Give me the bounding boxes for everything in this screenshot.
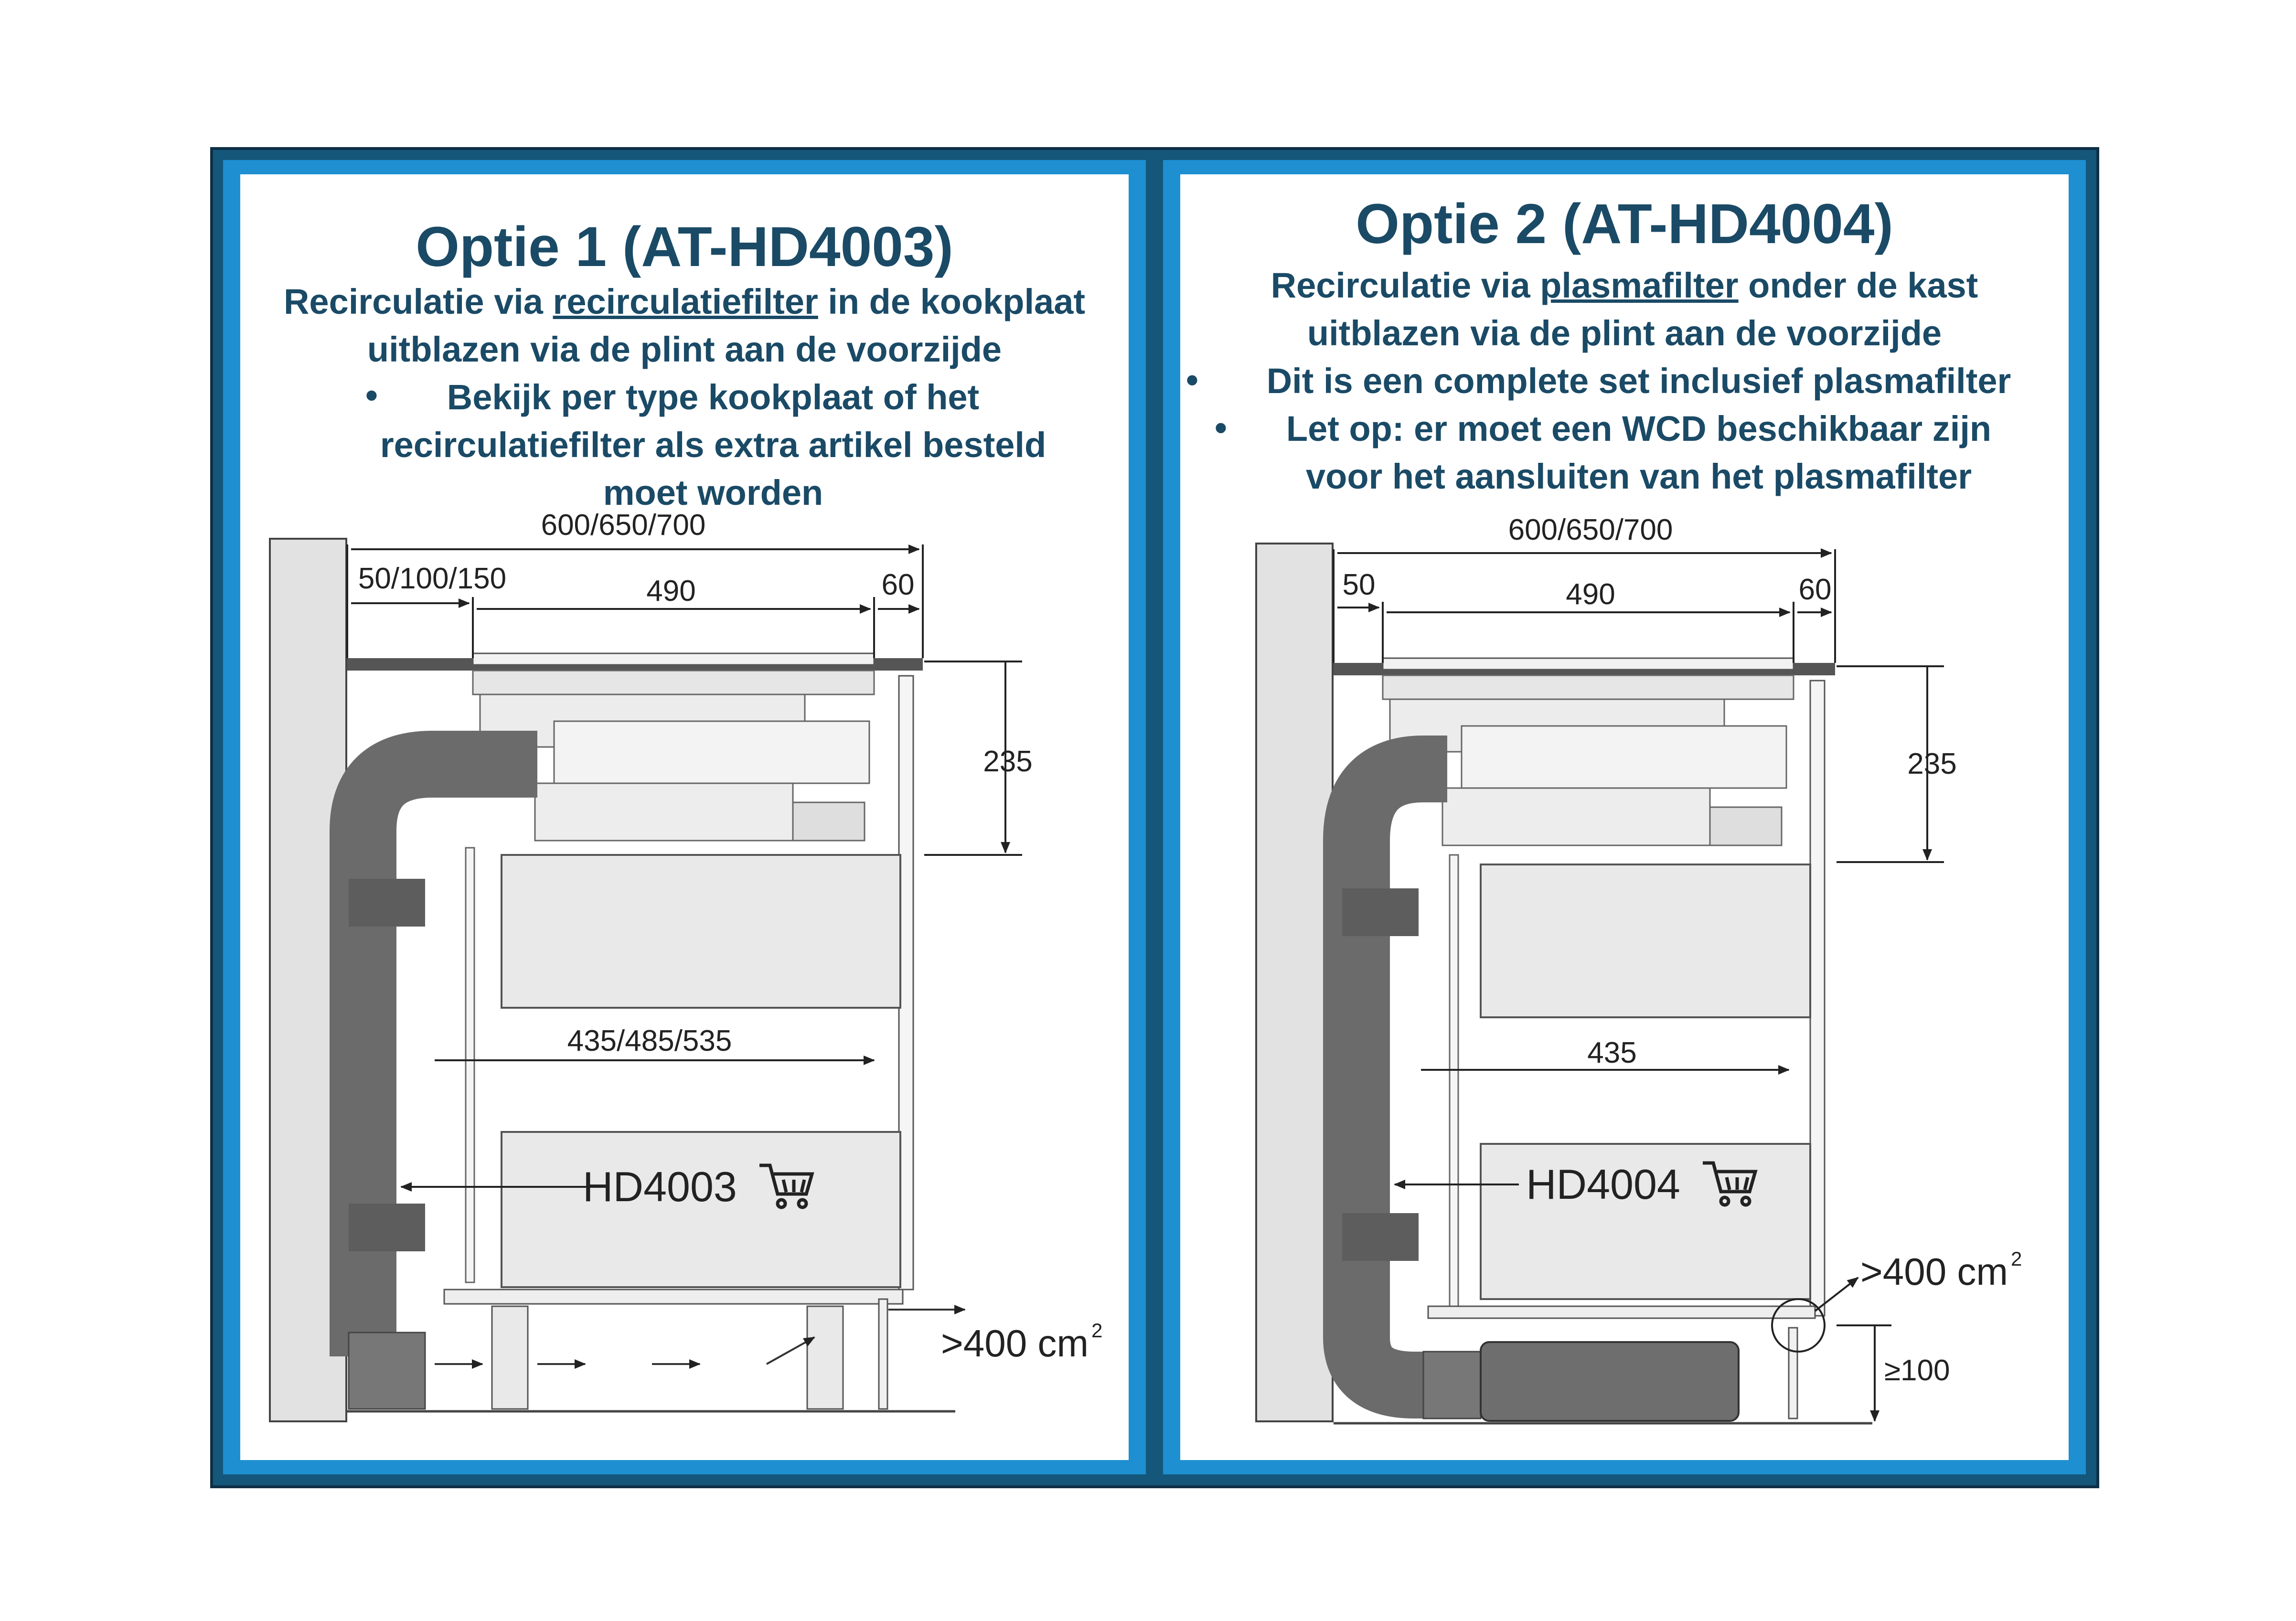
opening-label: >400 cm: [941, 1322, 1089, 1365]
dim-total-width-label: 600/650/700: [541, 509, 706, 542]
product-label-hd4003: HD4003: [583, 1163, 737, 1210]
option-1-line-1: Recirculatie via recirculatiefilter in de kookplaat: [283, 282, 1086, 321]
leg-1: [492, 1306, 528, 1409]
option-2-line-2: uitblazen via de plint aan de voorzijde: [1307, 313, 1942, 353]
opening-label: >400 cm: [1860, 1250, 2008, 1293]
option-2-bullet-2-line-2: voor het aansluiten van het plasmafilter: [1305, 457, 1972, 496]
dim-plinth-height-label: ≥100: [1884, 1354, 1950, 1387]
dim-total-width-label: 600/650/700: [1508, 513, 1673, 546]
opening-superscript: 2: [1091, 1319, 1103, 1342]
option-1-bullet-1-line-2: recirculatiefilter als extra artikel besteld: [380, 425, 1047, 465]
exhaust-duct: [1356, 769, 1447, 1385]
leg-2: [807, 1306, 843, 1409]
option-2-bullet-2-marker: •: [1215, 408, 1227, 448]
dim-back-gap-label: 50: [1342, 568, 1376, 601]
diagram-1: [270, 509, 1102, 1421]
plinth: [1789, 1328, 1797, 1418]
hob-body: [1383, 675, 1794, 699]
cabinet-front: [1810, 681, 1825, 1316]
hob-outlet: [535, 783, 793, 841]
product-label-hd4004: HD4004: [1526, 1161, 1680, 1208]
option-1-bullet-1-line-1: Bekijk per type kookplaat of het: [447, 377, 980, 417]
duct-coupling-2: [1342, 1213, 1419, 1261]
dim-front-label: 60: [1798, 573, 1832, 606]
drawer-1: [1481, 864, 1810, 1017]
dim-depth-label: 435: [1587, 1036, 1637, 1069]
option-1-line-2: uitblazen via de plint aan de voorzijde: [367, 330, 1002, 369]
duct-bend-connector: [1423, 1352, 1481, 1418]
hob-filter-housing: [554, 721, 869, 783]
hob-grille: [793, 802, 865, 841]
diagram-2: [1256, 513, 2022, 1423]
plasma-filter: [1481, 1342, 1739, 1421]
wall: [1256, 544, 1333, 1421]
option-2-line-1: Recirculatie via plasmafilter onder de kast: [1271, 266, 1978, 305]
hob-body: [473, 671, 874, 694]
drawer-1: [502, 855, 900, 1008]
duct-coupling-1: [349, 879, 425, 927]
recirculatiefilter-link[interactable]: recirculatiefilter: [553, 282, 818, 321]
opening-superscript: 2: [2011, 1248, 2022, 1270]
option-2-title: Optie 2 (AT-HD4004): [1356, 192, 1893, 256]
option-1-bullet-marker: •: [365, 375, 378, 415]
duct-coupling-2: [349, 1204, 425, 1251]
duct-coupling-1: [1342, 888, 1419, 936]
hob-plate: [1383, 658, 1794, 670]
option-2-bullet-2-line-1: Let op: er moet een WCD beschikbaar zijn: [1286, 409, 1992, 448]
dim-front-label: 60: [881, 568, 915, 601]
duct-outlet: [349, 1333, 425, 1409]
dim-inner-label: 490: [646, 575, 696, 608]
hob-outlet: [1442, 788, 1710, 845]
option-1-bullet-1-line-3: moet worden: [603, 473, 823, 512]
plinth: [879, 1299, 887, 1409]
cabinet-back: [1450, 855, 1458, 1309]
dim-height-label: 235: [983, 745, 1033, 778]
dim-back-gap-label: 50/100/150: [358, 562, 507, 595]
cabinet-bottom: [1428, 1306, 1815, 1318]
option-2-bullet-1: Dit is een complete set inclusief plasmafilter: [1266, 361, 2011, 401]
cabinet-back: [466, 848, 474, 1282]
dim-height-label: 235: [1907, 747, 1957, 780]
hob-plate: [473, 653, 874, 665]
dim-depth-label: 435/485/535: [567, 1024, 732, 1057]
hob-grille: [1710, 807, 1782, 845]
dim-inner-label: 490: [1566, 578, 1615, 611]
option-2-bullet-1-marker: •: [1186, 360, 1198, 400]
plasmafilter-link[interactable]: plasmafilter: [1540, 266, 1739, 305]
hob-filter-housing: [1462, 726, 1786, 788]
cabinet-bottom: [444, 1290, 903, 1304]
option-1-title: Optie 1 (AT-HD4003): [416, 215, 953, 278]
